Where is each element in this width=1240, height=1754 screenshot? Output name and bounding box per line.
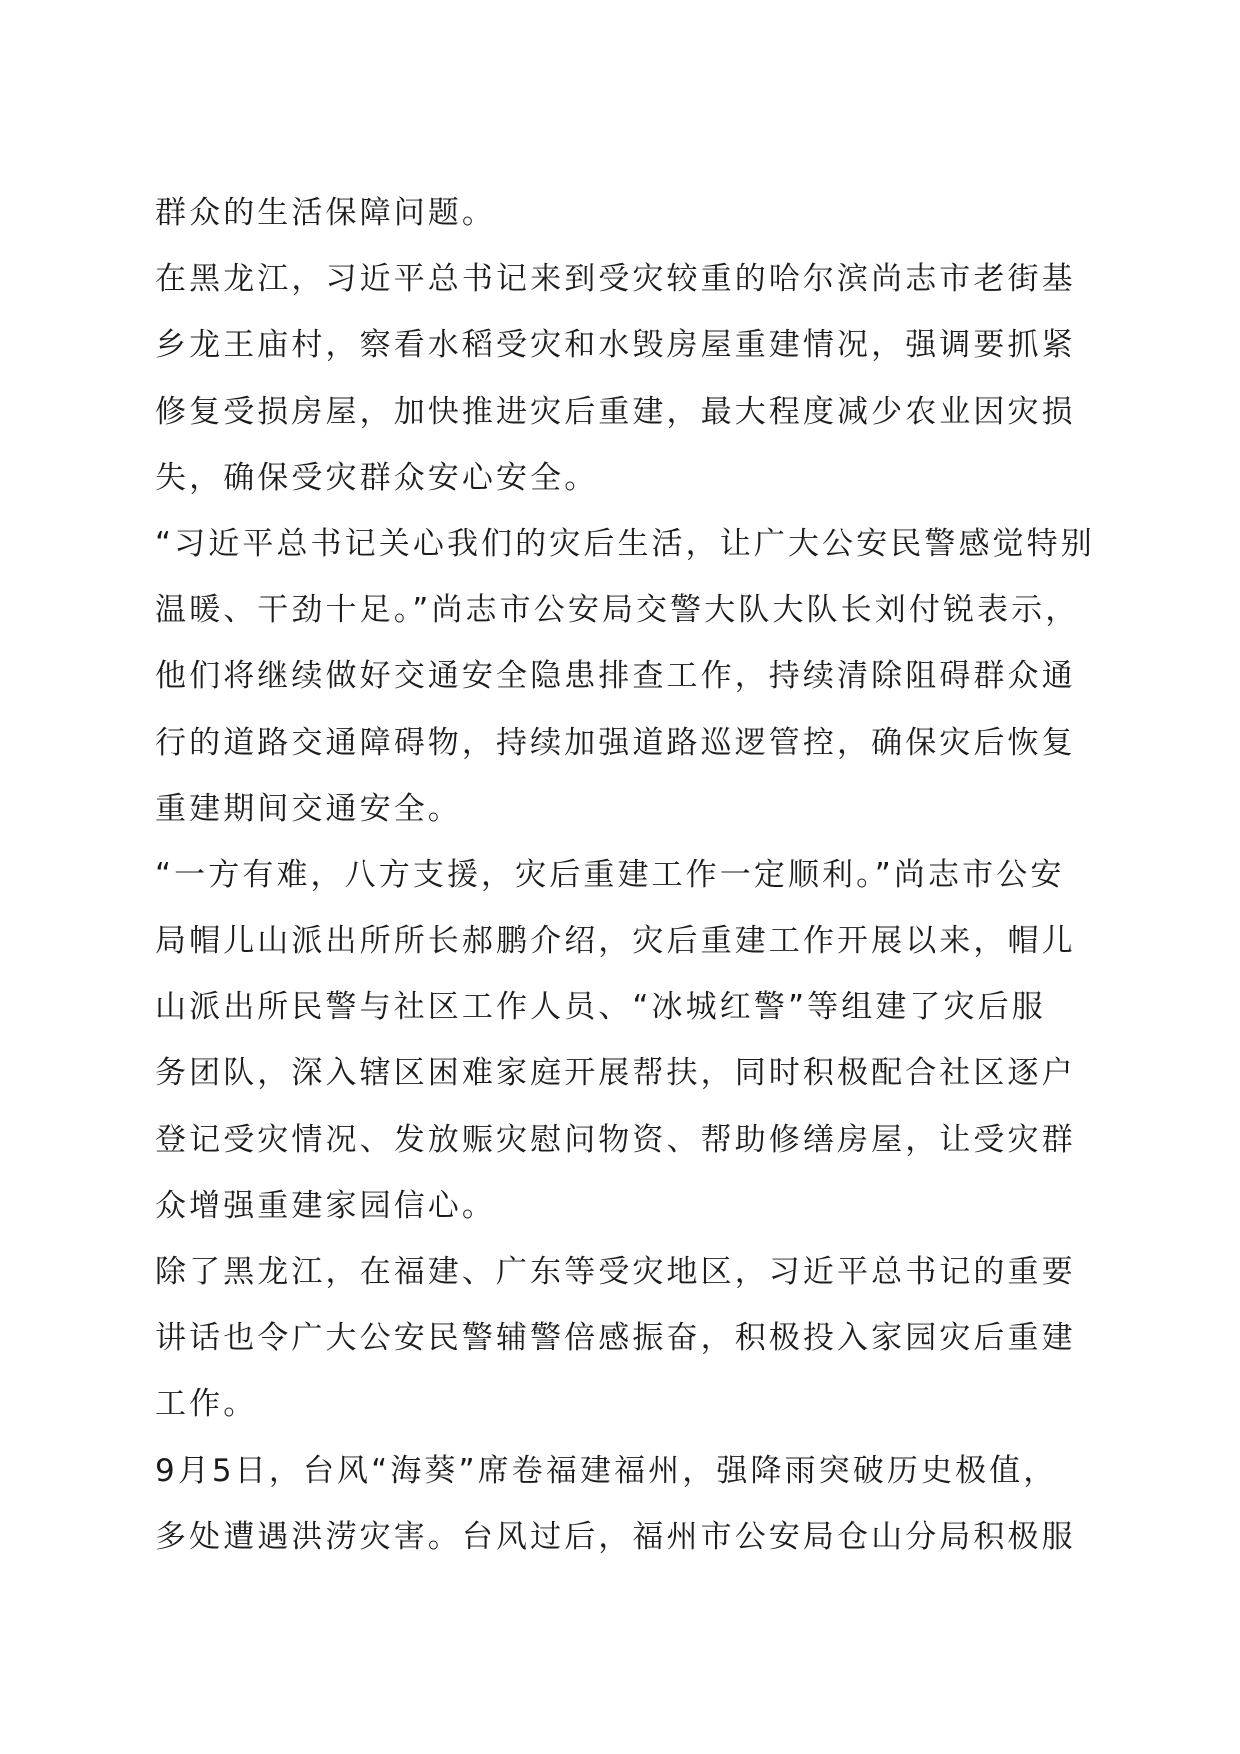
text-line-21: 多处遭遇洪涝灾害。台风过后，福州市公安局仓山分局积极服 [155, 1518, 1076, 1555]
text-line-13: 山派出所民警与社区工作人员、“冰城红警”等组建了灾后服 [155, 989, 1046, 1026]
text-line-18: 讲话也令广大公安民警辅警倍感振奋，积极投入家园灾后重建 [155, 1320, 1076, 1357]
text-line-2: 在黑龙江，习近平总书记来到受灾较重的哈尔滨尚志市老街基 [155, 261, 1076, 298]
text-line-20: 9月5日，台风“海葵”席卷福建福州，强降雨突破历史极值， [155, 1452, 1058, 1489]
text-line-17: 除了黑龙江，在福建、广东等受灾地区，习近平总书记的重要 [155, 1254, 1076, 1290]
text-line-14: 务团队，深入辖区困难家庭开展帮扶，同时积极配合社区逐户 [155, 1055, 1076, 1092]
text-line-16: 众增强重建家园信心。 [155, 1187, 496, 1224]
text-line-9: 行的道路交通障碍物，持续加强道路巡逻管控，确保灾后恢复 [155, 724, 1076, 761]
text-line-4: 修复受损房屋，加快推进灾后重建，最大程度减少农业因灾损 [155, 393, 1076, 430]
text-line-11: “一方有难，八方支援，灾后重建工作一定顺利。”尚志市公安 [155, 856, 1065, 893]
text-line-12: 局帽儿山派出所所长郝鹏介绍，灾后重建工作开展以来，帽儿 [155, 923, 1076, 960]
text-line-3: 乡龙王庙村，察看水稻受灾和水毁房屋重建情况，强调要抓紧 [155, 327, 1076, 364]
text-line-8: 他们将继续做好交通安全隐患排查工作，持续清除阻碍群众通 [155, 658, 1076, 695]
text-line-7: 温暖、干劲十足。”尚志市公安局交警大队大队长刘付锐表示， [155, 592, 1080, 629]
text-line-15: 登记受灾情况、发放赈灾慰问物资、帮助修缮房屋，让受灾群 [155, 1121, 1076, 1158]
text-line-19: 工作。 [155, 1386, 258, 1423]
document-body [155, 180, 1095, 1570]
text-line-6: “习近平总书记关心我们的灾后生活，让广大公安民警感觉特别 [155, 525, 1095, 562]
text-line-1: 群众的生活保障问题。 [155, 195, 496, 231]
text-line-10: 重建期间交通安全。 [155, 790, 462, 827]
text-line-5: 失，确保受灾群众安心安全。 [155, 459, 599, 496]
